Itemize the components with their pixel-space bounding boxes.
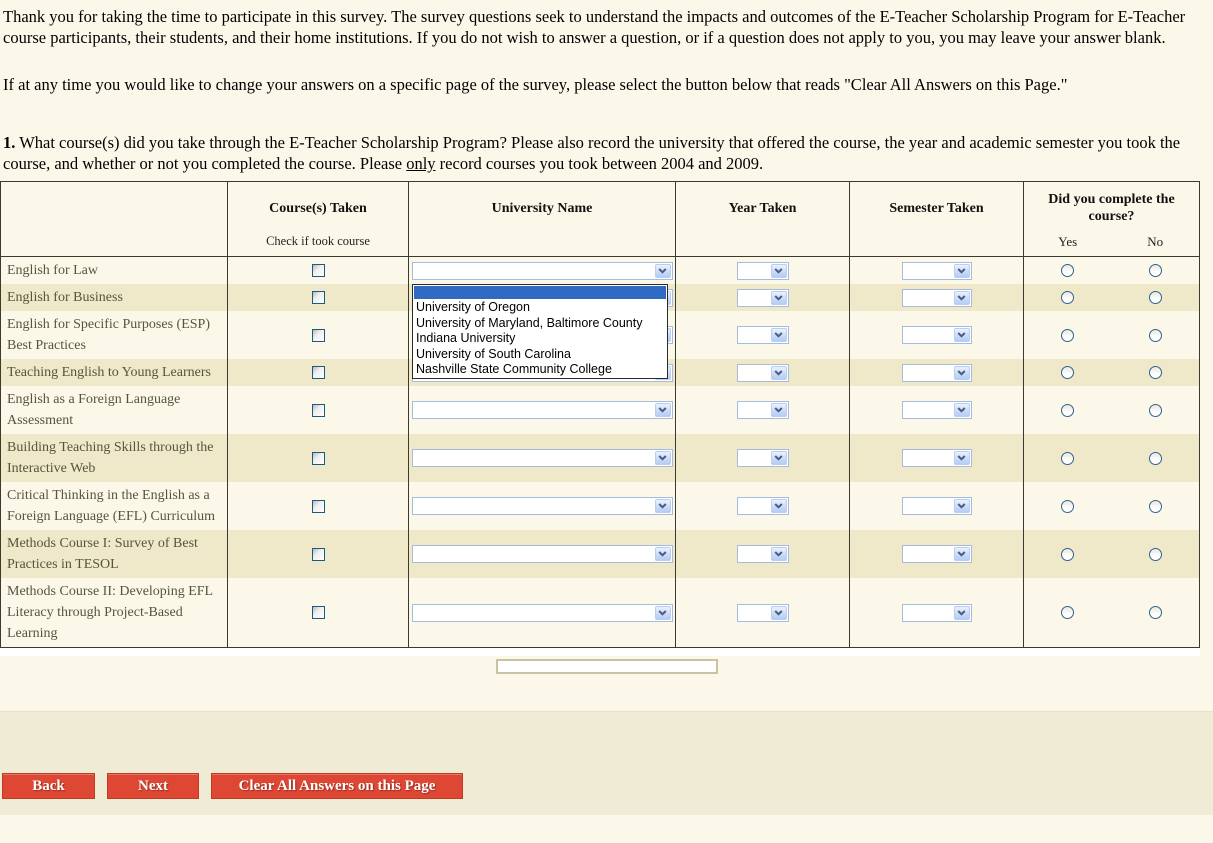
chevron-down-icon [774,551,783,557]
header-courses-taken [228,182,409,256]
complete-no-radio[interactable] [1149,366,1162,379]
select-arrow-button[interactable] [954,499,970,513]
course-taken-checkbox[interactable] [312,264,325,277]
select-arrow-button[interactable] [954,403,970,417]
year-select[interactable] [737,262,789,280]
header-year [676,182,850,256]
chevron-down-icon [774,370,783,376]
chevron-down-icon [658,503,667,509]
chevron-down-icon [774,332,783,338]
course-taken-checkbox[interactable] [312,404,325,417]
select-arrow-button[interactable] [771,328,787,342]
year-select[interactable] [737,364,789,382]
complete-yes-radio[interactable] [1061,606,1074,619]
dropdown-option-blank-selected[interactable] [414,286,666,299]
question-underlined-word: only [406,154,436,173]
select-arrow-button[interactable] [655,451,671,465]
chevron-down-icon [957,370,966,376]
complete-no-radio[interactable] [1149,291,1162,304]
select-arrow-button[interactable] [771,291,787,305]
year-select[interactable] [737,497,789,515]
table-row [1,257,1199,284]
chevron-down-icon [658,610,667,616]
header-university-title: University Name [491,200,593,216]
table-row [1,482,1199,530]
chevron-down-icon [774,610,783,616]
chevron-down-icon [658,407,667,413]
complete-yes-radio[interactable] [1061,548,1074,561]
complete-yes-radio[interactable] [1061,404,1074,417]
year-select[interactable] [737,545,789,563]
semester-select[interactable] [902,545,972,563]
university-select[interactable] [412,497,673,515]
header-year-title: Year Taken [728,200,797,216]
intro-paragraph-1: Thank you for taking the time to participate in this survey. The survey questions seek to understand the impacts and outcomes of the E-Teacher Scholarship Program for E-Teacher course participants, their students, and their home institutions. If you do not wish to answer a question, or if a question does not apply to you, you may leave your answer blank. [3,7,1186,47]
semester-select[interactable] [902,604,972,622]
course-label: Teaching English to Young Learners [7,365,211,380]
chevron-down-icon [957,332,966,338]
select-arrow-button[interactable] [655,547,671,561]
complete-no-radio[interactable] [1149,452,1162,465]
chevron-down-icon [957,551,966,557]
question-text-a: What course(s) did you take through the E-Teacher Scholarship Program? Please also record the university that offered the course, the year and academic semester you took the course, and whether or not you completed the course. Please [3,133,1181,173]
select-arrow-button[interactable] [655,499,671,513]
course-taken-checkbox[interactable] [312,500,325,513]
chevron-down-icon [774,295,783,301]
chevron-down-icon [774,268,783,274]
course-taken-checkbox[interactable] [312,329,325,342]
complete-no-radio[interactable] [1149,264,1162,277]
chevron-down-icon [774,455,783,461]
header-yes-label: Yes [1058,234,1078,249]
select-arrow-button[interactable] [954,291,970,305]
header-courses-taken-title: Course(s) Taken [269,200,367,216]
header-complete [1024,182,1199,256]
complete-yes-radio[interactable] [1061,500,1074,513]
course-taken-checkbox[interactable] [312,548,325,561]
clear-all-answers-button[interactable]: Clear All Answers on this Page [211,773,463,799]
course-taken-checkbox[interactable] [312,291,325,304]
semester-select[interactable] [902,326,972,344]
select-arrow-button[interactable] [771,451,787,465]
select-arrow-button[interactable] [954,328,970,342]
chevron-down-icon [957,610,966,616]
university-dropdown-list [412,284,668,379]
header-university [409,182,676,256]
dropdown-option[interactable]: University of Maryland, Baltimore County [416,315,643,330]
select-arrow-button[interactable] [954,451,970,465]
footer-band [0,711,1213,815]
course-taken-checkbox[interactable] [312,606,325,619]
course-label: Building Teaching Skills through the Interactive Web [7,440,214,476]
chevron-down-icon [658,455,667,461]
course-label: English as a Foreign Language Assessment [7,392,181,428]
chevron-down-icon [957,503,966,509]
table-row [1,434,1199,482]
question-number: 1. [3,133,16,152]
semester-select[interactable] [902,401,972,419]
chevron-down-icon [957,295,966,301]
year-select[interactable] [737,289,789,307]
next-button[interactable]: Next [107,773,199,799]
complete-yes-radio[interactable] [1061,366,1074,379]
other-answer-input[interactable] [496,659,718,674]
course-label: English for Law [7,263,98,278]
year-select[interactable] [737,401,789,419]
table-bottom-strip [0,648,1200,656]
table-row [1,530,1199,578]
university-select[interactable] [412,604,673,622]
semester-select[interactable] [902,289,972,307]
select-arrow-button[interactable] [655,403,671,417]
back-button[interactable]: Back [2,773,95,799]
complete-no-radio[interactable] [1149,329,1162,342]
year-select[interactable] [737,326,789,344]
university-select[interactable] [412,401,673,419]
chevron-down-icon [658,551,667,557]
select-arrow-button[interactable] [771,499,787,513]
semester-select[interactable] [902,364,972,382]
dropdown-option[interactable]: University of Oregon [416,300,530,314]
course-label: Critical Thinking in the English as a Foreign Language (EFL) Curriculum [7,488,216,524]
complete-no-radio[interactable] [1149,500,1162,513]
course-label: Methods Course I: Survey of Best Practices in TESOL [7,536,198,572]
select-arrow-button[interactable] [771,264,787,278]
chevron-down-icon [774,503,783,509]
year-select[interactable] [737,449,789,467]
table-header-row [1,182,1199,257]
header-complete-title: Did you complete the course? [1048,192,1175,224]
dropdown-option[interactable]: University of South Carolina [416,346,571,361]
chevron-down-icon [957,407,966,413]
header-semester-title: Semester Taken [889,200,984,216]
semester-select[interactable] [902,449,972,467]
select-arrow-button[interactable] [771,606,787,620]
table-row [1,578,1199,647]
course-taken-checkbox[interactable] [312,366,325,379]
complete-no-radio[interactable] [1149,606,1162,619]
course-label: Methods Course II: Developing EFL Literacy through Project-Based Learning [7,584,213,641]
header-course-name [1,182,228,256]
chevron-down-icon [957,268,966,274]
select-arrow-button[interactable] [954,547,970,561]
university-select[interactable] [412,545,673,563]
header-no-label: No [1147,234,1164,249]
course-label: English for Business [7,290,123,305]
course-taken-checkbox[interactable] [312,452,325,465]
select-arrow-button[interactable] [954,264,970,278]
university-select[interactable] [412,262,673,280]
dropdown-option[interactable]: Indiana University [416,331,516,345]
header-courses-taken-subtitle: Check if took course [266,234,370,248]
select-arrow-button[interactable] [954,606,970,620]
complete-yes-radio[interactable] [1061,452,1074,465]
select-arrow-button[interactable] [655,606,671,620]
university-select[interactable] [412,449,673,467]
semester-select[interactable] [902,262,972,280]
question-1-text [3,132,1210,174]
select-arrow-button[interactable] [771,403,787,417]
select-arrow-button[interactable] [771,366,787,380]
semester-select[interactable] [902,497,972,515]
select-arrow-button[interactable] [771,547,787,561]
courses-table [0,181,1200,648]
complete-no-radio[interactable] [1149,548,1162,561]
complete-no-radio[interactable] [1149,404,1162,417]
year-select[interactable] [737,604,789,622]
complete-yes-radio[interactable] [1061,291,1074,304]
complete-yes-radio[interactable] [1061,329,1074,342]
header-semester [850,182,1024,256]
dropdown-option[interactable]: Nashville State Community College [416,362,612,376]
table-row [1,386,1199,434]
select-arrow-button[interactable] [655,264,671,278]
chevron-down-icon [957,455,966,461]
chevron-down-icon [658,268,667,274]
intro-paragraph-2: If at any time you would like to change your answers on a specific page of the survey, please select the button below that reads "Clear All Answers on this Page." [3,75,1068,94]
course-label: English for Specific Purposes (ESP) Best Practices [7,317,210,353]
chevron-down-icon [774,407,783,413]
complete-yes-radio[interactable] [1061,264,1074,277]
select-arrow-button[interactable] [954,366,970,380]
question-text-b: record courses you took between 2004 and 2009. [435,154,764,173]
